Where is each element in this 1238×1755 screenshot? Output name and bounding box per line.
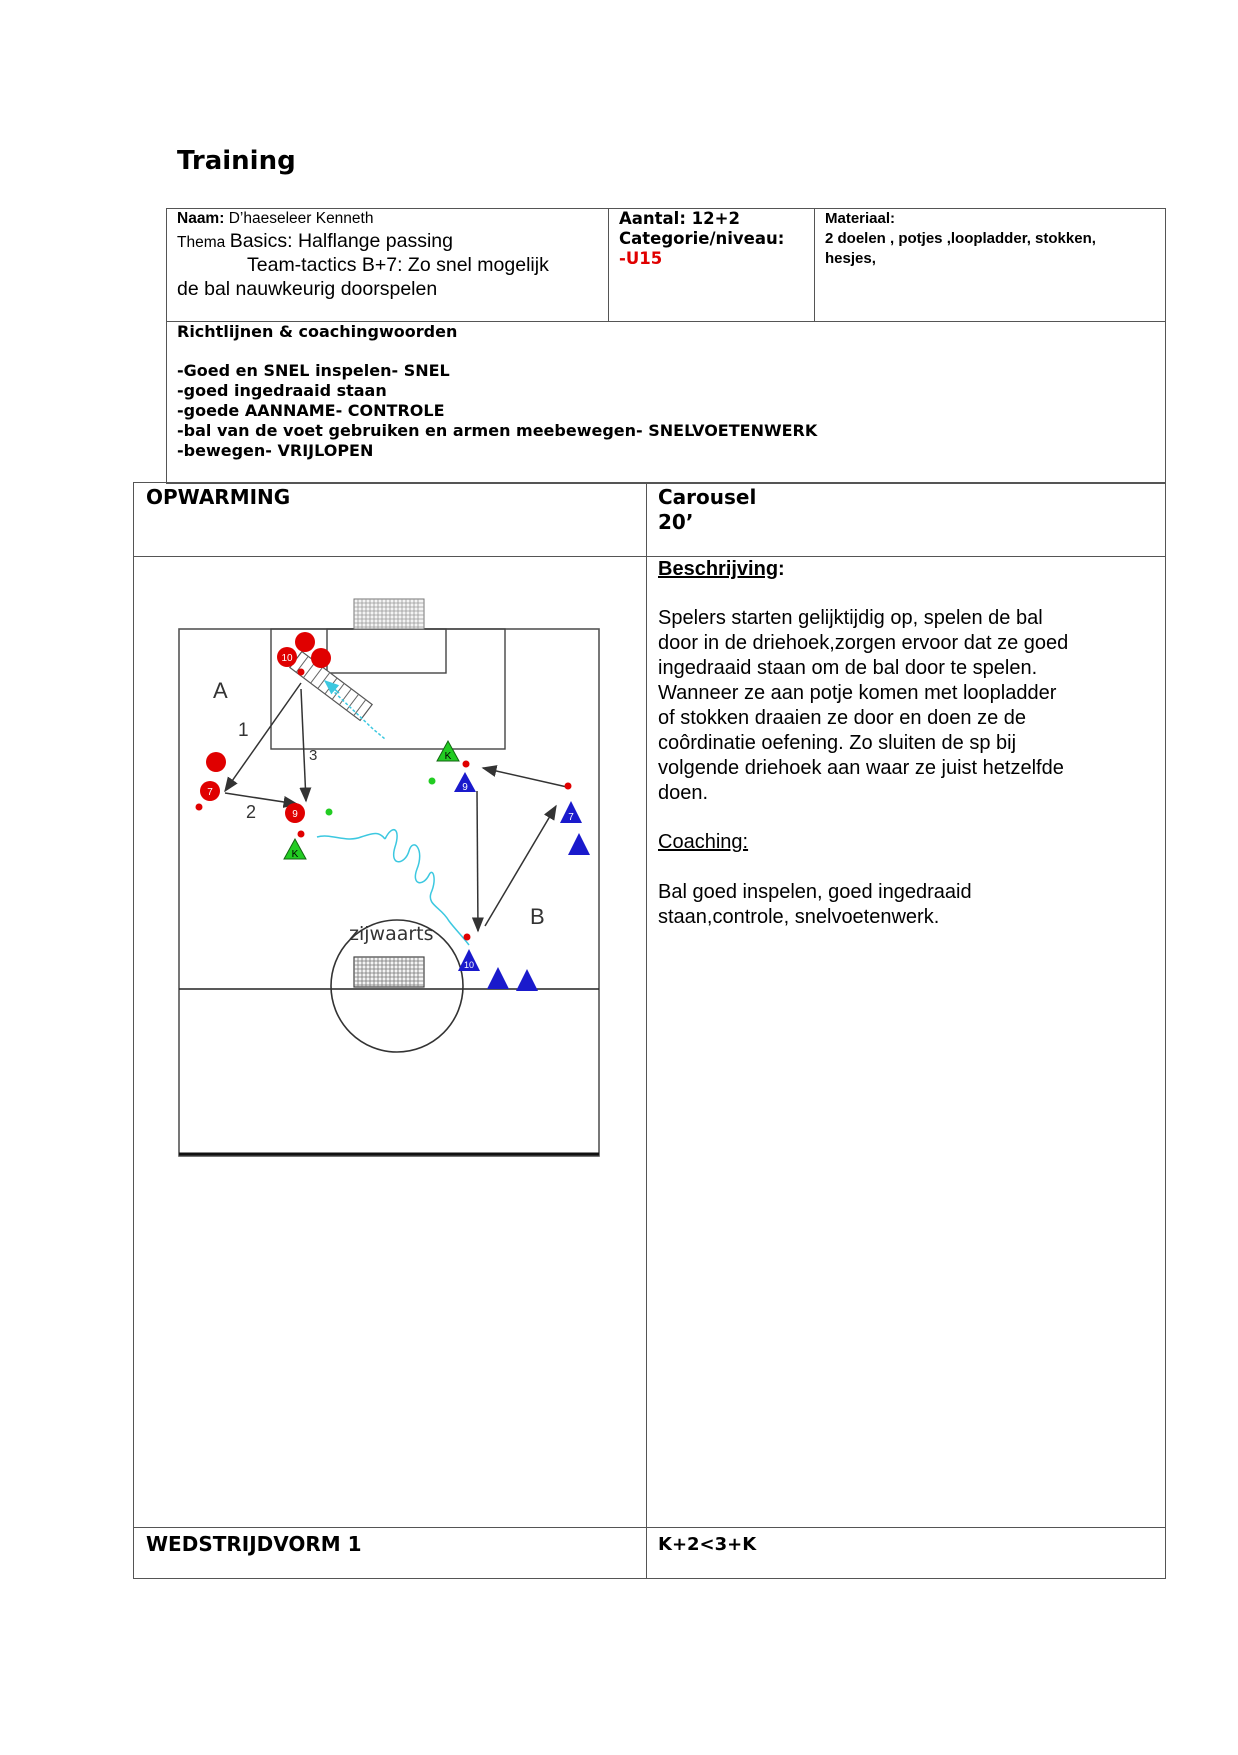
ball (196, 804, 203, 811)
cone-green (429, 778, 436, 785)
ball (463, 761, 470, 768)
section1-type-cell (646, 482, 1166, 557)
naam-value: D’haeseleer Kenneth (228, 210, 374, 227)
guideline-item: -goede AANNAME- CONTROLE (177, 401, 445, 420)
naam-row (177, 209, 373, 228)
cone-green (326, 809, 333, 816)
materiaal-line1: 2 doelen , potjes ,loopladder, stokken, (825, 230, 1096, 247)
run-path-slalom (317, 834, 385, 840)
aantal: Aantal: 12+2 (619, 209, 740, 228)
guidelines-cell (166, 321, 1166, 484)
player-blue (516, 969, 538, 991)
naam-label: Naam: (177, 210, 225, 227)
coaching-line: staan,controle, snelvoetenwerk. (658, 906, 940, 928)
description-heading-colon: : (778, 558, 785, 580)
section1-type-line1: Carousel (658, 485, 757, 509)
label-a: A (213, 678, 228, 703)
section2-name: WEDSTRIJDVORM 1 (146, 1532, 362, 1556)
player-blue-9-number: 9 (462, 782, 468, 793)
ball (298, 669, 305, 676)
section1-type-line2: 20’ (658, 510, 694, 534)
guideline-item: -goed ingedraaid staan (177, 381, 387, 400)
document-title: Training (177, 146, 296, 176)
pass-arrow-b3 (485, 806, 556, 926)
categorie-value: -U15 (619, 249, 663, 268)
description-line: Wanneer ze aan potje komen met loopladder (658, 682, 1057, 704)
player-blue (568, 833, 590, 855)
description-heading: Beschrijving (658, 558, 779, 580)
thema-label: Thema (177, 234, 226, 251)
guidelines-heading: Richtlijnen & coachingwoorden (177, 322, 458, 341)
guidelines-list (177, 361, 817, 461)
description-line: Spelers starten gelijktijdig op, spelen de bal (658, 607, 1043, 629)
section2-name-cell (133, 1527, 647, 1579)
info-cell-name-theme (166, 208, 609, 322)
pass-arrow-3 (301, 689, 306, 801)
guideline-item: -bal van de voet gebruiken en armen meebewegen- SNELVOETENWERK (177, 421, 818, 440)
description-line: of stokken draaien ze door en doen ze de (658, 707, 1027, 729)
goal-area (327, 629, 446, 673)
player-red (311, 648, 331, 668)
thema-line1: Basics: Halflange passing (229, 230, 453, 252)
player-blue (487, 967, 509, 989)
player-red-9-number: 9 (292, 809, 298, 820)
description-line: coôrdinatie oefening. Zo sluiten de sp bij (658, 732, 1017, 754)
coaching-text (658, 880, 972, 930)
diagram-cell (133, 556, 647, 1528)
exercise-diagram (134, 557, 646, 1157)
keeper-green-label: K (291, 849, 299, 860)
ball (298, 831, 305, 838)
label-zijwaarts: zijwaarts (349, 923, 434, 945)
description-line: volgende driehoek aan waar ze juist hetzelfde (658, 757, 1064, 779)
description-text (658, 606, 1068, 806)
section2-type-cell (646, 1527, 1166, 1579)
guideline-item: -bewegen- VRIJLOPEN (177, 441, 374, 460)
centre-goal-net (354, 957, 424, 987)
info-cell-material (814, 208, 1166, 322)
pass-arrow-b2 (477, 791, 478, 931)
categorie-label: Categorie/niveau: (619, 229, 785, 248)
coaching-line: Bal goed inspelen, goed ingedraaid (658, 881, 972, 903)
ball (464, 934, 471, 941)
thema-row (177, 229, 453, 253)
description-line: door in de driehoek,zorgen ervoor dat ze goed (658, 632, 1069, 654)
label-3: 3 (309, 747, 318, 764)
top-goal-net (354, 599, 424, 629)
coaching-heading: Coaching: (658, 831, 749, 853)
thema-line3: de bal nauwkeurig doorspelen (177, 278, 438, 300)
label-2: 2 (246, 802, 257, 822)
guideline-item: -Goed en SNEL inspelen- SNEL (177, 361, 450, 380)
keeper-green-label: K (444, 751, 452, 762)
player-red-7-number: 7 (207, 787, 213, 798)
description-heading-row (658, 557, 785, 582)
materiaal-line2: hesjes, (825, 250, 876, 267)
section1-name: OPWARMING (146, 485, 291, 509)
materiaal-label: Materiaal: (825, 210, 896, 227)
player-blue-10-number: 10 (463, 960, 475, 970)
player-red (295, 632, 315, 652)
description-line: doen. (658, 782, 709, 804)
pass-arrow-b1 (483, 768, 567, 787)
player-red (206, 752, 226, 772)
section1-name-cell (133, 482, 647, 557)
thema-line2: Team-tactics B+7: Zo snel mogelijk (247, 254, 549, 276)
pass-arrow-1 (225, 683, 301, 791)
description-cell (646, 556, 1166, 1528)
label-b: B (530, 904, 545, 929)
player-blue-7-number: 7 (568, 812, 574, 823)
label-1: 1 (238, 720, 249, 741)
pass-arrow-2 (225, 793, 297, 804)
section2-type: K+2<3+K (658, 1534, 757, 1555)
info-cell-count (608, 208, 815, 322)
pitch-outline (179, 629, 599, 1156)
player-red-10-number: 10 (281, 653, 293, 664)
description-line: ingedraaid staan om de bal door te spelen. (658, 657, 1038, 679)
ball (565, 783, 572, 790)
